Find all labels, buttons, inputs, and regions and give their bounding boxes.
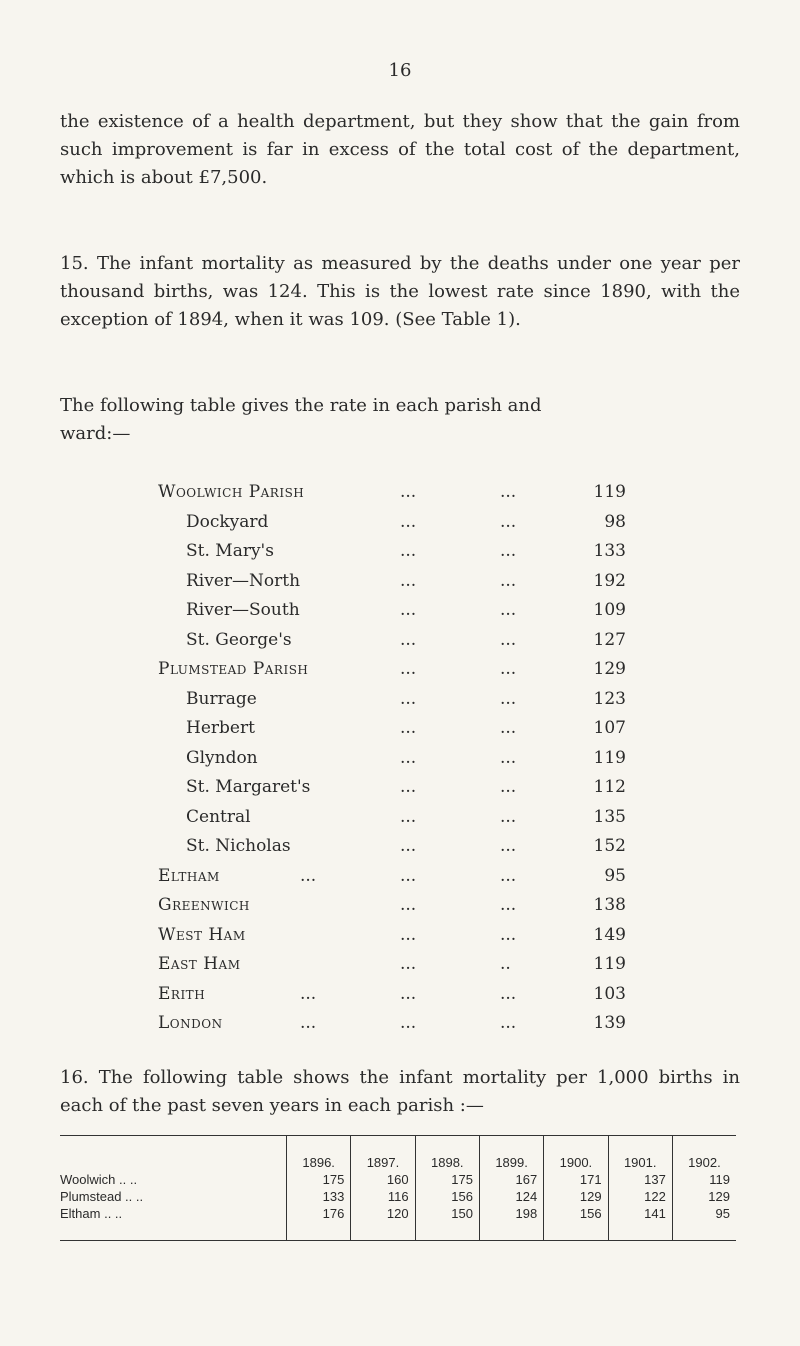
table-cell: 129 (544, 1188, 608, 1205)
rate-intro-line-2: ward:— (60, 423, 131, 444)
leader-dots: ... (400, 511, 417, 532)
leader-dots: ... (400, 747, 417, 768)
rate-row (0, 508, 800, 537)
year-header: 1902. (672, 1136, 736, 1172)
area-name: St. Mary's (186, 541, 274, 561)
seven-year-mortality-table (60, 1135, 736, 1241)
leader-dots: ... (500, 924, 517, 945)
rate-row (0, 744, 800, 773)
leader-dots: ... (400, 777, 417, 797)
leader-dots: ... (500, 836, 517, 856)
rate-value: 192 (593, 570, 626, 591)
table-cell: 167 (479, 1171, 543, 1188)
year-header: 1901. (608, 1136, 672, 1172)
rate-value: 152 (593, 836, 626, 856)
rate-row (0, 655, 800, 684)
table-cell: 156 (544, 1205, 608, 1222)
rate-value: 119 (593, 954, 626, 974)
leader-dots: ... (500, 482, 517, 502)
leader-dots: ... (500, 895, 517, 915)
rate-value: 107 (593, 718, 626, 738)
area-name: Dockyard (186, 511, 269, 532)
leader-dots: ... (500, 688, 517, 709)
area-name: Burrage (186, 688, 257, 709)
table-cell: 150 (415, 1205, 479, 1222)
leader-dots: ... (500, 659, 517, 679)
rate-row (0, 685, 800, 714)
rate-row (0, 950, 800, 979)
table-row (60, 1205, 736, 1222)
area-name: Central (186, 806, 251, 827)
table-cell: 175 (415, 1171, 479, 1188)
leader-dots: ... (400, 1013, 417, 1033)
rate-value: 129 (593, 659, 626, 679)
leader-dots: ... (400, 806, 417, 827)
table-cell: 116 (351, 1188, 415, 1205)
rate-value: 149 (593, 924, 626, 945)
rate-row (0, 862, 800, 891)
table-header-row (60, 1136, 736, 1172)
area-name: London (158, 1013, 223, 1033)
leader-dots: ... (400, 865, 417, 886)
area-name: Greenwich (158, 895, 250, 915)
rate-row (0, 773, 800, 802)
leader-dots: ... (500, 629, 517, 650)
leader-dots: ... (300, 1013, 317, 1033)
area-name: River—South (186, 600, 300, 620)
rate-row (0, 626, 800, 655)
rate-value: 133 (593, 541, 626, 561)
area-name: Glyndon (186, 747, 258, 768)
rate-value: 127 (593, 629, 626, 650)
leader-dots: ... (400, 541, 417, 561)
leader-dots: ... (400, 983, 417, 1004)
table-cell: 171 (544, 1171, 608, 1188)
table-cell: 175 (287, 1171, 351, 1188)
rate-row (0, 478, 800, 507)
rate-value: 109 (593, 600, 626, 620)
leader-dots: ... (400, 482, 417, 502)
area-name: East Ham (158, 954, 241, 974)
rate-row (0, 537, 800, 566)
table-row (60, 1188, 736, 1205)
paragraph-15: 15. The infant mortality as measured by the deaths under one year per thousand births, was 124. This is the lowest rate since 1890, with the exception of 1894, when it was 109. (See Table 1). (60, 253, 740, 330)
rate-value: 112 (593, 777, 626, 797)
leader-dots: ... (500, 570, 517, 591)
table-cell: 137 (608, 1171, 672, 1188)
leader-dots: ... (500, 983, 517, 1004)
table-cell: 95 (672, 1205, 736, 1222)
area-name: Herbert (186, 718, 255, 738)
parish-name: Eltham (60, 1206, 101, 1221)
leader-dots: ... (500, 806, 517, 827)
table-cell: 198 (479, 1205, 543, 1222)
area-name: St. Nicholas (186, 836, 291, 856)
year-header: 1896. (287, 1136, 351, 1172)
leader-dots: .. .. (104, 1206, 123, 1221)
rate-value: 103 (593, 983, 626, 1004)
leader-dots: ... (500, 600, 517, 620)
rate-value: 123 (593, 688, 626, 709)
area-name: St. George's (186, 629, 292, 650)
paragraph-cost: the existence of a health department, but they show that the gain from such improvement is far in excess of the total cost of the department, which is about £7,500. (60, 111, 740, 188)
table-cell: 156 (415, 1188, 479, 1205)
leader-dots: ... (400, 570, 417, 591)
leader-dots: ... (500, 865, 517, 886)
area-name: Eltham (158, 865, 220, 886)
table-cell: 124 (479, 1188, 543, 1205)
table-spacer-row (60, 1222, 736, 1241)
leader-dots: ... (500, 777, 517, 797)
page-number: 16 (388, 60, 412, 81)
table-cell: 176 (287, 1205, 351, 1222)
rate-row (0, 1009, 800, 1038)
leader-dots: ... (400, 688, 417, 709)
rate-intro-line-1: The following table gives the rate in each parish and (60, 395, 542, 416)
leader-dots: ... (500, 541, 517, 561)
table-row (60, 1171, 736, 1188)
table-cell: 141 (608, 1205, 672, 1222)
leader-dots: .. .. (125, 1189, 144, 1204)
leader-dots: ... (500, 718, 517, 738)
leader-dots: ... (400, 924, 417, 945)
leader-dots: ... (400, 954, 417, 974)
year-header: 1899. (479, 1136, 543, 1172)
table-cell: 119 (672, 1171, 736, 1188)
leader-dots: ... (400, 718, 417, 738)
leader-dots: ... (500, 747, 517, 768)
area-name: West Ham (158, 924, 246, 945)
table-cell: 160 (351, 1171, 415, 1188)
area-name: Woolwich Parish (158, 482, 305, 502)
area-name: River—North (186, 570, 301, 591)
rate-row (0, 980, 800, 1009)
leader-dots: ... (500, 511, 517, 532)
table-cell: 122 (608, 1188, 672, 1205)
table-cell: 120 (351, 1205, 415, 1222)
leader-dots: ... (400, 895, 417, 915)
year-header: 1900. (544, 1136, 608, 1172)
rate-row (0, 714, 800, 743)
leader-dots: ... (300, 865, 317, 886)
rate-row (0, 803, 800, 832)
leader-dots: ... (500, 1013, 517, 1033)
leader-dots: ... (400, 659, 417, 679)
rate-value: 95 (604, 865, 626, 886)
paragraph-16: 16. The following table shows the infant mortality per 1,000 births in each of the past seven years in each parish :— (60, 1067, 740, 1116)
leader-dots: .. .. (119, 1172, 138, 1187)
table-cell: 133 (287, 1188, 351, 1205)
leader-dots: ... (300, 983, 317, 1004)
leader-dots: ... (400, 629, 417, 650)
rate-row (0, 567, 800, 596)
rate-value: 138 (593, 895, 626, 915)
rate-value: 135 (593, 806, 626, 827)
parish-name: Plumstead (60, 1189, 122, 1204)
rate-value: 98 (604, 511, 626, 532)
rate-row (0, 921, 800, 950)
leader-dots: ... (400, 836, 417, 856)
rate-value: 119 (593, 482, 626, 502)
area-name: St. Margaret's (186, 777, 311, 797)
rate-value: 139 (593, 1013, 626, 1033)
rate-row (0, 891, 800, 920)
paragraph-rate-intro (60, 392, 740, 448)
rate-row (0, 832, 800, 861)
leader-dots: ... (400, 600, 417, 620)
area-name: Erith (158, 983, 206, 1004)
table-cell: 129 (672, 1188, 736, 1205)
area-name: Plumstead Parish (158, 659, 309, 679)
leader-dots: .. (500, 954, 511, 974)
rate-row (0, 596, 800, 625)
year-header: 1898. (415, 1136, 479, 1172)
rate-value: 119 (593, 747, 626, 768)
parish-name: Woolwich (60, 1172, 116, 1187)
year-header: 1897. (351, 1136, 415, 1172)
